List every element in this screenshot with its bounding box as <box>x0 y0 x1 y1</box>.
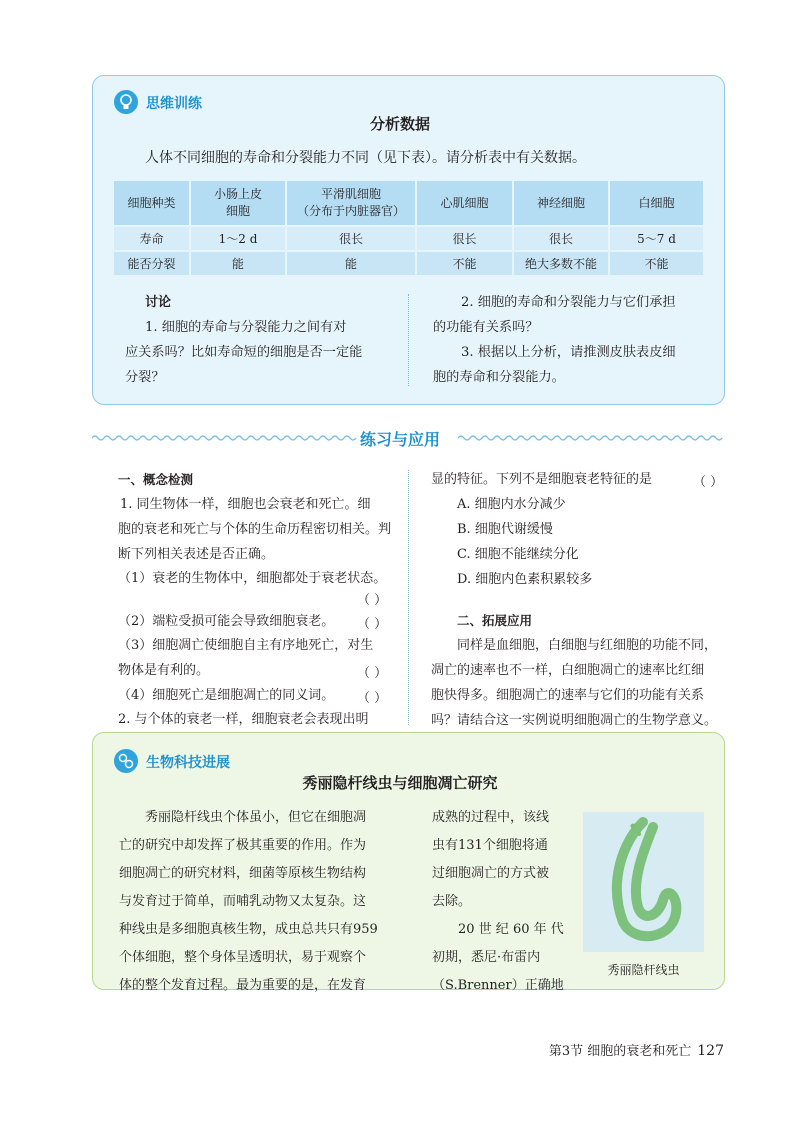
statement-3 <box>118 633 373 683</box>
option-b[interactable]: B. 细胞代谢缓慢 <box>457 522 553 537</box>
table-header-cell: 神经细胞 <box>513 181 609 226</box>
question-2-continued: 显的特征。下列不是细胞衰老特征的是 <box>431 472 653 487</box>
text-line: 成熟的过程中，该线 <box>432 810 550 825</box>
table-header-cell: 白细胞 <box>609 181 704 226</box>
text-line: 去除。 <box>432 894 472 909</box>
thinking-section-label: 思维训练 <box>146 96 202 112</box>
answer-blank[interactable]: （ ） <box>357 593 388 608</box>
table-header-cell <box>190 181 286 226</box>
text-line: 3. 根据以上分析，请推测皮肤表皮细 <box>461 345 676 360</box>
option-a[interactable]: A. 细胞内水分减少 <box>457 497 566 512</box>
answer-blank[interactable]: （ ） <box>357 617 388 632</box>
question-1 <box>118 492 391 567</box>
nematode-photo <box>583 812 704 952</box>
biotech-right-text <box>432 804 564 1000</box>
extension-text <box>431 633 717 733</box>
statement-4: （4）细胞死亡是细胞凋亡的同义词。 <box>118 688 335 703</box>
text-line: 同样是血细胞，白细胞与红细胞的功能不同， <box>457 638 718 653</box>
practice-title: 练习与应用 <box>359 430 440 449</box>
text-line: 断下列相关表述是否正确。 <box>118 547 275 562</box>
biotech-title: 秀丽隐杆线虫与细胞凋亡研究 <box>302 774 498 792</box>
text-line: 1. 同生物体一样，细胞也会衰老和死亡。细 <box>120 497 371 512</box>
text-line: 胞快得多。细胞凋亡的速率与它们的功能有关系 <box>431 688 705 703</box>
discussion-q3 <box>433 340 676 390</box>
table-cell: 很长 <box>416 226 513 251</box>
concept-check-heading: 一、概念检测 <box>118 472 194 487</box>
text-line: 应关系吗？比如寿命短的细胞是否一定能 <box>125 345 363 360</box>
text-line: 体的整个发育过程。最为重要的是，在发育 <box>119 978 367 993</box>
table-cell: 能 <box>190 251 286 276</box>
text-line: 分裂？ <box>125 370 165 385</box>
text-line: 1. 细胞的寿命与分裂能力之间有对 <box>145 320 347 335</box>
text-line: 细胞凋亡的研究材料，细菌等原核生物结构 <box>119 866 367 881</box>
discussion-q2 <box>433 290 676 340</box>
table-cell: 不能 <box>416 251 513 276</box>
discussion-q1 <box>125 315 362 390</box>
text-line: 虫有131个细胞将通 <box>432 838 548 853</box>
option-c[interactable]: C. 细胞不能继续分化 <box>457 547 579 562</box>
text-line: 过细胞凋亡的方式被 <box>432 866 550 881</box>
text-line: 20 世 纪 60 年 代 <box>458 922 564 937</box>
text-line: （3）细胞凋亡使细胞自主有序地死亡，对生 <box>118 638 374 653</box>
thinking-title: 分析数据 <box>369 115 430 133</box>
cells-icon <box>114 749 138 773</box>
statement-1: （1）衰老的生物体中，细胞都处于衰老状态。 <box>118 571 387 586</box>
wave-divider-right <box>458 432 726 444</box>
question-2: 2. 与个体的衰老一样，细胞衰老会表现出明 <box>118 712 369 727</box>
lightbulb-icon <box>114 90 138 114</box>
text-line: 物体是有利的。 <box>118 663 210 678</box>
answer-blank[interactable]: （ ） <box>357 691 388 706</box>
table-header-cell: 心肌细胞 <box>416 181 513 226</box>
table-cell: 寿命 <box>114 226 190 251</box>
discussion-heading: 讨论 <box>145 295 172 310</box>
header-line: 小肠上皮 细胞 <box>213 187 262 218</box>
discussion-divider <box>408 294 409 386</box>
text-line: 凋亡的速率也不一样，白细胞凋亡的速率比红细 <box>431 663 705 678</box>
text-line: 初期，悉尼·布雷内 <box>432 950 541 965</box>
biotech-left-text <box>119 804 378 1000</box>
text-line: 吗？请结合这一实例说明细胞凋亡的生物学意义。 <box>431 713 718 728</box>
text-line: 秀丽隐杆线虫个体虽小，但它在细胞凋 <box>145 810 367 825</box>
text-line: 亡的研究中却发挥了极其重要的作用。作为 <box>119 838 367 853</box>
page-number: 127 <box>697 1043 724 1059</box>
table-cell: 能否分裂 <box>114 251 190 276</box>
cell-data-table <box>114 181 705 277</box>
option-list <box>457 492 592 592</box>
table-cell: 5～7 d <box>609 226 704 251</box>
text-line: 个体细胞，整个身体呈透明状，易于观察个 <box>119 950 367 965</box>
header-line: 平滑肌细胞 （分布于内脏器官） <box>296 187 405 218</box>
table-cell: 能 <box>286 251 416 276</box>
table-header-cell: 细胞种类 <box>114 181 190 226</box>
practice-divider <box>408 470 409 725</box>
table-header-cell <box>286 181 416 226</box>
text-line: 胞的寿命和分裂能力。 <box>433 370 565 385</box>
answer-blank[interactable]: （ ） <box>693 475 724 490</box>
text-line: 种线虫是多细胞真核生物，成虫总共只有959 <box>119 922 378 937</box>
biotech-section-label: 生物科技进展 <box>146 755 230 771</box>
thinking-intro: 人体不同细胞的寿命和分裂能力不同（见下表）。请分析表中有关数据。 <box>145 150 586 166</box>
text-line: 与发育过于简单，而哺乳动物又太复杂。这 <box>119 894 367 909</box>
option-d[interactable]: D. 细胞内色素积累较多 <box>457 572 593 587</box>
table-cell: 1～2 d <box>190 226 286 251</box>
page-footer <box>549 1040 724 1059</box>
table-cell: 绝大多数不能 <box>513 251 609 276</box>
table-cell: 很长 <box>286 226 416 251</box>
footer-section: 第3节 细胞的衰老和死亡 <box>548 1044 692 1059</box>
table-cell: 很长 <box>513 226 609 251</box>
text-line: 胞的衰老和死亡与个体的生命历程密切相关。判 <box>118 522 392 537</box>
table-row <box>114 251 704 276</box>
statement-2: （2）端粒受损可能会导致细胞衰老。 <box>118 614 335 629</box>
table-header-row <box>114 181 704 226</box>
table-cell: 不能 <box>609 251 704 276</box>
answer-blank[interactable]: （ ） <box>357 666 388 681</box>
text-line: 的功能有关系吗？ <box>433 320 539 335</box>
text-line: 2. 细胞的寿命和分裂能力与它们承担 <box>461 295 676 310</box>
table-row <box>114 226 704 251</box>
text-line: （S.Brenner）正确地 <box>432 978 564 993</box>
photo-caption: 秀丽隐杆线虫 <box>607 963 680 977</box>
extension-heading: 二、拓展应用 <box>457 613 533 628</box>
